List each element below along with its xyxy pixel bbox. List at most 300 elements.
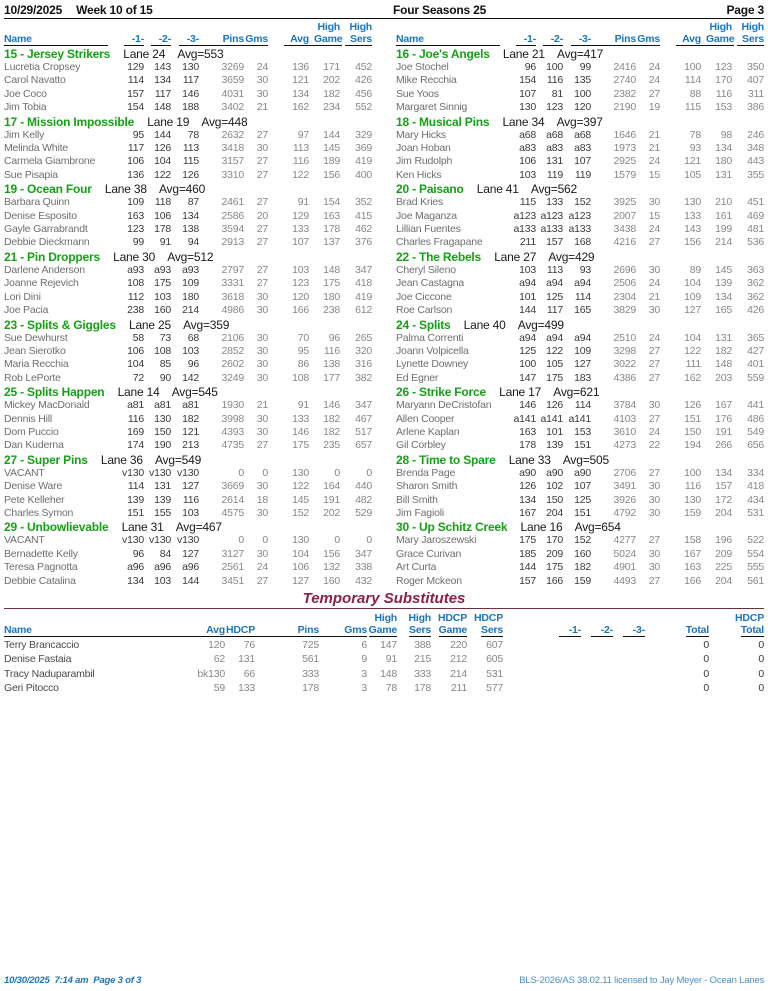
game-1-score: 211 bbox=[519, 236, 536, 249]
sub-avg: bk130 bbox=[197, 667, 225, 680]
high-series: 426 bbox=[355, 74, 372, 87]
average: 122 bbox=[292, 168, 309, 181]
high-game: 153 bbox=[715, 101, 732, 114]
games-count: 21 bbox=[256, 399, 268, 412]
games-count: 0 bbox=[262, 466, 268, 479]
game-3-score: 160 bbox=[574, 547, 591, 560]
team-average: Avg=417 bbox=[556, 47, 604, 61]
sub-pins: 178 bbox=[302, 681, 319, 694]
game-1-score: a93 bbox=[127, 263, 144, 276]
average: 88 bbox=[689, 87, 701, 100]
average: 70 bbox=[297, 331, 309, 344]
high-game: 189 bbox=[323, 155, 340, 168]
player-row bbox=[4, 61, 372, 74]
total-pins: 2382 bbox=[613, 87, 636, 100]
sub-name: Denise Fastaia bbox=[4, 653, 72, 666]
player-name: Lillian Fuentes bbox=[396, 223, 461, 236]
team-header bbox=[4, 182, 372, 196]
game-3-score: 93 bbox=[579, 263, 591, 276]
game-3-score: 120 bbox=[574, 101, 591, 114]
total-pins: 4103 bbox=[613, 412, 636, 425]
total-pins: 3925 bbox=[613, 196, 636, 209]
game-3-score: 183 bbox=[574, 371, 591, 384]
team-header bbox=[4, 115, 372, 129]
sub-hdcp-total: 0 bbox=[758, 653, 764, 666]
average: 113 bbox=[292, 142, 309, 155]
team-header bbox=[4, 318, 372, 332]
player-row bbox=[396, 413, 764, 426]
game-2-score: 143 bbox=[154, 61, 171, 73]
game-3-score: a93 bbox=[182, 263, 199, 276]
high-game: 146 bbox=[323, 399, 340, 412]
player-row bbox=[4, 358, 372, 371]
player-row bbox=[396, 426, 764, 439]
game-3-score: 119 bbox=[574, 168, 591, 181]
game-1-score: 174 bbox=[127, 439, 144, 452]
game-1-score: 134 bbox=[519, 493, 536, 506]
game-2-score: 113 bbox=[546, 263, 563, 276]
team-title: 21 - Pin Droppers bbox=[4, 249, 100, 264]
high-series: 427 bbox=[747, 344, 764, 357]
game-2-score: 139 bbox=[546, 439, 563, 452]
game-1-score: 130 bbox=[519, 101, 536, 114]
average: 86 bbox=[297, 358, 309, 371]
game-1-score: 109 bbox=[127, 196, 144, 209]
game-2-score: 117 bbox=[546, 304, 563, 317]
game-2-score: 117 bbox=[154, 87, 171, 100]
average: 104 bbox=[684, 277, 701, 290]
game-2-score: a96 bbox=[154, 561, 171, 574]
game-1-score: 136 bbox=[127, 168, 144, 181]
player-row bbox=[4, 291, 372, 304]
sub-hdcp-sers: 531 bbox=[486, 667, 503, 680]
game-3-score: v130 bbox=[177, 534, 199, 547]
game-1-score: a94 bbox=[519, 277, 536, 290]
player-name: Lynette Downey bbox=[396, 358, 469, 371]
game-3-score: 165 bbox=[574, 304, 591, 317]
game-3-score: 100 bbox=[574, 87, 591, 100]
player-name: Joe Coco bbox=[4, 87, 47, 100]
average: 162 bbox=[292, 101, 309, 114]
standings-columns bbox=[4, 21, 764, 588]
game-1-score: 108 bbox=[127, 277, 144, 290]
game-1-score: 103 bbox=[519, 263, 536, 276]
player-name: Sue Yoos bbox=[396, 87, 439, 100]
team-average: Avg=549 bbox=[154, 452, 202, 467]
sub-high-game: 148 bbox=[380, 667, 397, 680]
team-header bbox=[396, 47, 764, 61]
player-name: Lori Dini bbox=[4, 290, 41, 303]
game-3-score: 94 bbox=[187, 236, 199, 249]
game-1-score: 114 bbox=[127, 480, 144, 493]
col-header-game2: -2- bbox=[536, 33, 563, 46]
game-1-score: 139 bbox=[127, 493, 144, 506]
games-count: 30 bbox=[256, 547, 268, 560]
sub-high-sers: 388 bbox=[414, 639, 431, 651]
report-footer bbox=[4, 973, 764, 991]
game-2-score: 122 bbox=[546, 344, 563, 357]
total-pins: 4273 bbox=[613, 439, 636, 452]
total-pins: 2510 bbox=[613, 331, 636, 344]
subs-col-pins: Pins bbox=[255, 624, 319, 637]
game-2-score: a141 bbox=[540, 412, 563, 425]
total-pins: 3594 bbox=[221, 223, 244, 236]
high-series: 482 bbox=[355, 493, 372, 506]
games-count: 24 bbox=[256, 561, 268, 574]
team-average: Avg=545 bbox=[171, 385, 218, 400]
game-1-score: a96 bbox=[127, 561, 144, 574]
games-count: 30 bbox=[648, 561, 660, 574]
team-title: 28 - Time to Spare bbox=[396, 452, 496, 467]
total-pins: 2696 bbox=[613, 263, 636, 276]
team-title: 22 - The Rebels bbox=[396, 249, 482, 264]
game-1-score: 146 bbox=[519, 399, 536, 412]
average: 151 bbox=[684, 412, 701, 425]
game-2-score: 73 bbox=[159, 331, 171, 344]
total-pins: 2602 bbox=[221, 358, 244, 371]
average: 129 bbox=[292, 209, 309, 222]
player-name: Joe Stochel bbox=[396, 61, 449, 73]
high-game: 138 bbox=[323, 358, 340, 371]
team-lane: Lane 17 bbox=[499, 385, 542, 400]
total-pins: 2925 bbox=[613, 155, 636, 168]
game-2-score: 84 bbox=[159, 547, 171, 560]
average: 127 bbox=[684, 304, 701, 317]
team-title: 18 - Musical Pins bbox=[396, 114, 490, 129]
game-3-score: 152 bbox=[574, 196, 591, 209]
col-header-gms: Gms bbox=[245, 33, 268, 45]
game-1-score: v130 bbox=[122, 466, 144, 479]
team-lane: Lane 38 bbox=[104, 182, 147, 197]
high-series: 365 bbox=[747, 331, 764, 344]
standings-left-column bbox=[4, 21, 372, 588]
total-pins: 3784 bbox=[613, 399, 636, 412]
total-pins: 1973 bbox=[613, 142, 636, 155]
high-series: 386 bbox=[747, 101, 764, 114]
game-3-score: 115 bbox=[182, 155, 199, 168]
total-pins: 2852 bbox=[221, 344, 244, 357]
player-row bbox=[396, 399, 764, 412]
game-3-score: a94 bbox=[574, 331, 591, 344]
high-series: 440 bbox=[355, 480, 372, 493]
game-3-score: 78 bbox=[187, 128, 199, 141]
game-3-score: 134 bbox=[182, 209, 199, 222]
game-2-score: 157 bbox=[546, 236, 563, 249]
player-row bbox=[396, 277, 764, 290]
high-game: 148 bbox=[323, 263, 340, 276]
player-row bbox=[4, 129, 372, 142]
average: 126 bbox=[684, 399, 701, 412]
player-row bbox=[4, 264, 372, 277]
game-1-score: 144 bbox=[519, 304, 536, 317]
sub-high-sers: 215 bbox=[414, 653, 431, 666]
high-game: 210 bbox=[715, 196, 732, 209]
high-series: 347 bbox=[355, 263, 372, 276]
team-block bbox=[4, 250, 372, 318]
games-count: 24 bbox=[256, 61, 268, 73]
games-count: 24 bbox=[648, 155, 660, 168]
high-series: 265 bbox=[355, 331, 372, 344]
game-1-score: 99 bbox=[132, 236, 144, 249]
game-1-score: 100 bbox=[519, 358, 536, 371]
total-pins: 3618 bbox=[221, 290, 244, 303]
high-game: 176 bbox=[715, 412, 732, 425]
sub-name: Terry Brancaccio bbox=[4, 639, 79, 651]
high-game: 225 bbox=[715, 561, 732, 574]
total-pins: 3249 bbox=[221, 371, 244, 384]
high-series: 469 bbox=[747, 209, 764, 222]
games-count: 15 bbox=[648, 209, 660, 222]
high-game: 156 bbox=[323, 547, 340, 560]
high-game: 180 bbox=[323, 290, 340, 303]
game-2-score: 209 bbox=[546, 547, 563, 560]
high-game: 180 bbox=[715, 155, 732, 168]
player-name: Mary Hicks bbox=[396, 128, 446, 141]
team-lane: Lane 27 bbox=[494, 249, 537, 264]
player-row bbox=[396, 196, 764, 209]
average: 91 bbox=[297, 399, 309, 412]
high-game: 202 bbox=[323, 74, 340, 87]
team-lane: Lane 14 bbox=[117, 385, 160, 400]
team-lane: Lane 16 bbox=[520, 520, 563, 535]
player-row bbox=[4, 575, 372, 588]
high-game: 148 bbox=[715, 358, 732, 371]
col-header-pins: Pins bbox=[591, 33, 636, 46]
team-header bbox=[396, 385, 764, 399]
subs-col-hdcp: HDCP bbox=[226, 624, 255, 636]
game-2-score: 178 bbox=[154, 223, 171, 236]
team-lane: Lane 21 bbox=[502, 47, 545, 61]
game-1-score: 96 bbox=[132, 547, 144, 560]
game-2-score: 166 bbox=[546, 574, 563, 587]
col-header-name: Name bbox=[4, 33, 108, 46]
game-2-score: 131 bbox=[546, 155, 563, 168]
sub-name: Tracy Naduparambil bbox=[4, 667, 95, 680]
games-count: 15 bbox=[648, 168, 660, 181]
game-3-score: 127 bbox=[182, 480, 199, 493]
total-pins: 3022 bbox=[613, 358, 636, 371]
high-series: 426 bbox=[747, 304, 764, 317]
high-game: 144 bbox=[323, 128, 340, 141]
average: 159 bbox=[684, 506, 701, 519]
game-1-score: 151 bbox=[127, 506, 144, 519]
high-series: 456 bbox=[355, 87, 372, 100]
games-count: 27 bbox=[256, 263, 268, 276]
average: 106 bbox=[292, 561, 309, 574]
total-pins: 3451 bbox=[221, 574, 244, 587]
average: 104 bbox=[292, 547, 309, 560]
high-series: 462 bbox=[355, 223, 372, 236]
game-3-score: 87 bbox=[187, 196, 199, 209]
team-title: 23 - Splits & Giggles bbox=[4, 317, 116, 332]
games-count: 27 bbox=[648, 358, 660, 371]
high-game: 238 bbox=[323, 304, 340, 317]
team-average: Avg=621 bbox=[553, 385, 600, 400]
high-series: 561 bbox=[747, 574, 764, 587]
player-name: Denise Esposito bbox=[4, 209, 77, 222]
sub-total: 0 bbox=[703, 681, 709, 694]
team-title: 15 - Jersey Strikers bbox=[4, 47, 111, 61]
team-block bbox=[4, 47, 372, 115]
player-row bbox=[396, 155, 764, 168]
total-pins: 3829 bbox=[613, 304, 636, 317]
game-3-score: 153 bbox=[574, 425, 591, 438]
team-block bbox=[396, 250, 764, 318]
game-2-score: 101 bbox=[546, 425, 563, 438]
high-series: 316 bbox=[355, 358, 372, 371]
player-name: Charles Fragapane bbox=[396, 236, 483, 249]
sub-total: 0 bbox=[703, 667, 709, 680]
team-average: Avg=562 bbox=[530, 182, 577, 197]
high-game: 191 bbox=[715, 425, 732, 438]
game-1-score: a68 bbox=[519, 128, 536, 141]
average: 143 bbox=[684, 223, 701, 236]
team-block bbox=[4, 453, 372, 521]
average: 91 bbox=[297, 196, 309, 209]
high-series: 350 bbox=[747, 61, 764, 73]
game-1-score: a94 bbox=[519, 331, 536, 344]
high-game: 266 bbox=[715, 439, 732, 452]
subs-col-game2: -2- bbox=[581, 624, 613, 637]
total-pins: 2506 bbox=[613, 277, 636, 290]
average: 194 bbox=[684, 439, 701, 452]
high-series: 401 bbox=[747, 358, 764, 371]
high-series: 320 bbox=[355, 344, 372, 357]
player-row bbox=[396, 210, 764, 223]
high-series: 334 bbox=[747, 466, 764, 479]
total-pins: 3491 bbox=[613, 480, 636, 493]
player-row bbox=[4, 372, 372, 385]
game-2-score: 175 bbox=[154, 277, 171, 290]
game-1-score: 103 bbox=[519, 168, 536, 181]
game-3-score: 114 bbox=[574, 399, 591, 412]
total-pins: 3269 bbox=[221, 61, 244, 73]
sub-hdcp-total: 0 bbox=[758, 681, 764, 694]
average: 89 bbox=[689, 263, 701, 276]
team-title: 24 - Splits bbox=[396, 317, 451, 332]
total-pins: 4735 bbox=[221, 439, 244, 452]
team-lane: Lane 40 bbox=[463, 317, 506, 332]
high-game: 132 bbox=[323, 561, 340, 574]
game-3-score: 107 bbox=[574, 480, 591, 493]
game-2-score: 131 bbox=[154, 480, 171, 493]
total-pins: 3331 bbox=[221, 277, 244, 290]
high-game: 182 bbox=[323, 87, 340, 100]
total-pins: 1579 bbox=[613, 168, 636, 181]
player-name: Debbie Catalina bbox=[4, 574, 76, 587]
player-row bbox=[4, 480, 372, 493]
games-count: 30 bbox=[256, 371, 268, 384]
player-name: Roe Carlson bbox=[396, 304, 453, 317]
total-pins: 3669 bbox=[221, 480, 244, 493]
high-game: 134 bbox=[715, 290, 732, 303]
game-3-score: 116 bbox=[182, 493, 199, 506]
games-count: 19 bbox=[648, 101, 660, 114]
high-series: 363 bbox=[747, 263, 764, 276]
game-1-score: a83 bbox=[519, 142, 536, 155]
game-2-score: 150 bbox=[546, 493, 563, 506]
games-count: 30 bbox=[648, 480, 660, 493]
player-name: Allen Cooper bbox=[396, 412, 455, 425]
high-game: 182 bbox=[323, 412, 340, 425]
sub-hdcp-game: 220 bbox=[450, 639, 467, 651]
high-series: 311 bbox=[747, 87, 764, 100]
games-count: 30 bbox=[256, 87, 268, 100]
player-name: Jim Tobia bbox=[4, 101, 47, 114]
subs-col-total: Total bbox=[685, 624, 709, 636]
team-header bbox=[396, 250, 764, 264]
player-name: Mickey MacDonald bbox=[4, 399, 90, 412]
player-name: Jean Sierotko bbox=[4, 344, 66, 357]
game-3-score: 68 bbox=[187, 331, 199, 344]
col-header-game2: -2- bbox=[144, 33, 171, 46]
game-2-score: 119 bbox=[546, 168, 563, 181]
player-name: Palma Correnti bbox=[396, 331, 464, 344]
high-series: 531 bbox=[747, 506, 764, 519]
average: 150 bbox=[684, 425, 701, 438]
game-3-score: 214 bbox=[182, 304, 199, 317]
sub-hdcp-game: 212 bbox=[450, 653, 467, 666]
game-3-score: 182 bbox=[182, 412, 199, 425]
high-series: 415 bbox=[355, 209, 372, 222]
player-name: Joe Pacia bbox=[4, 304, 49, 317]
team-lane: Lane 34 bbox=[502, 114, 545, 129]
game-2-score: 85 bbox=[159, 358, 171, 371]
sub-high-sers: 333 bbox=[414, 667, 431, 680]
high-game: 145 bbox=[323, 142, 340, 155]
game-2-score: 126 bbox=[154, 142, 171, 155]
average: 162 bbox=[684, 371, 701, 384]
high-game: 234 bbox=[323, 101, 340, 114]
total-pins: 3418 bbox=[221, 142, 244, 155]
games-count: 30 bbox=[256, 304, 268, 317]
game-2-score: a90 bbox=[546, 466, 563, 479]
player-name: Bill Smith bbox=[396, 493, 438, 506]
high-series: 376 bbox=[355, 236, 372, 249]
games-count: 27 bbox=[256, 168, 268, 181]
sub-pins: 561 bbox=[302, 653, 319, 666]
high-game: 171 bbox=[323, 61, 340, 73]
high-game: 154 bbox=[323, 196, 340, 209]
team-player-rows bbox=[396, 534, 764, 588]
team-header bbox=[4, 47, 372, 61]
game-3-score: 109 bbox=[182, 277, 199, 290]
standings-right-column bbox=[396, 21, 764, 588]
team-header bbox=[396, 182, 764, 196]
games-count: 27 bbox=[256, 223, 268, 236]
subs-col-gms: Gms bbox=[319, 624, 367, 637]
high-series: 418 bbox=[747, 480, 764, 493]
player-name: Roger Mckeon bbox=[396, 574, 462, 587]
game-3-score: 146 bbox=[182, 87, 199, 100]
average: 116 bbox=[684, 480, 701, 493]
player-row bbox=[396, 494, 764, 507]
player-row bbox=[4, 210, 372, 223]
team-average: Avg=460 bbox=[158, 182, 206, 197]
col-header-high-game: High Game bbox=[701, 21, 732, 46]
game-1-score: 178 bbox=[519, 439, 536, 452]
game-1-score: 126 bbox=[519, 480, 536, 493]
high-game: 167 bbox=[715, 399, 732, 412]
game-2-score: 122 bbox=[154, 168, 171, 181]
player-name: Joan Hoban bbox=[396, 142, 451, 155]
player-row bbox=[4, 413, 372, 426]
games-count: 30 bbox=[256, 480, 268, 493]
team-player-rows bbox=[4, 332, 372, 386]
player-name: Rob LePorte bbox=[4, 371, 61, 384]
sub-gms: 3 bbox=[361, 667, 367, 680]
games-count: 20 bbox=[256, 209, 268, 222]
